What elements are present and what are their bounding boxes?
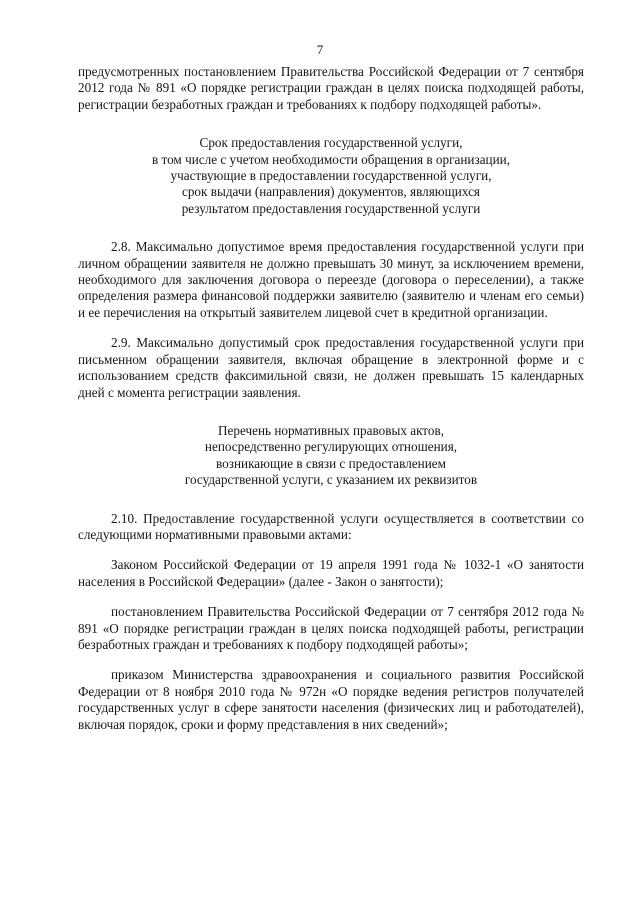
paragraph-2-10: 2.10. Предоставление государственной услуги осуществляется в соответствии со следующими нормативными правовыми актами: xyxy=(78,510,584,542)
heading-line: возникающие в связи с предоставлением xyxy=(216,455,446,471)
heading-line: срок выдачи (направления) документов, являющихся xyxy=(181,184,480,200)
heading-line: государственной услуги, с указанием их реквизитов xyxy=(184,472,478,488)
paragraph-2-8: 2.8. Максимально допустимое время предоставления государственной услуги при личном обращении заявителя не должно превышать 30 минут, за исключением времени, необходимого для заключения договора о переезде (договора о переселении), а также определения размера финансовой поддержки заявителю (заявителю и членам его семьи) и ее перечисления на открытый заявителем лицевой счет в кредитной организации. xyxy=(78,239,584,320)
paragraph-2-9: 2.9. Максимально допустимый срок предоставления государственной услуги при письменном обращении заявителя, включая обращение в электронной форме и с использованием средств факсимильной связи, не должен превышать 15 календарных дней с момента регистрации заявления. xyxy=(78,335,584,400)
section-heading-legal-acts xyxy=(78,423,584,489)
page-number: 7 xyxy=(316,42,324,57)
heading-line: Перечень нормативных правовых актов, xyxy=(217,422,445,438)
heading-line: участвующие в предоставлении государственной услуги, xyxy=(170,168,492,184)
paragraph-continuation: предусмотренных постановлением Правительства Российской Федерации от 7 сентября 2012 года № 891 «О порядке регистрации граждан в целях поиска подходящей работы, регистрации безработных граждан и требованиях к подбору подходящей работы». xyxy=(78,64,584,112)
heading-line: непосредственно регулирующих отношения, xyxy=(204,439,458,455)
heading-line: в том числе с учетом необходимости обращения в организации, xyxy=(151,151,511,167)
paragraph-government-decree: постановлением Правительства Российской Федерации от 7 сентября 2012 года № 891 «О порядке регистрации граждан в целях поиска подходящей работы, регистрации безработных граждан и требованиях к подбору подходящей работы»; xyxy=(78,604,584,652)
paragraph-law-employment: Законом Российской Федерации от 19 апреля 1991 года № 1032-1 «О занятости населения в Российской Федерации» (далее - Закон о занятости); xyxy=(78,557,584,589)
paragraph-ministry-order: приказом Министерства здравоохранения и социального развития Российской Федерации от 8 ноября 2010 года № 972н «О порядке ведения регистров получателей государственных услуг в сфере занятости населения (физических лиц и работодателей), включая порядок, сроки и форму представления в них сведений»; xyxy=(78,667,584,732)
heading-line: Срок предоставления государственной услуги, xyxy=(199,135,463,151)
section-heading-service-term xyxy=(78,135,584,217)
heading-line: результатом предоставления государственной услуги xyxy=(181,200,481,216)
document-body xyxy=(78,64,584,733)
